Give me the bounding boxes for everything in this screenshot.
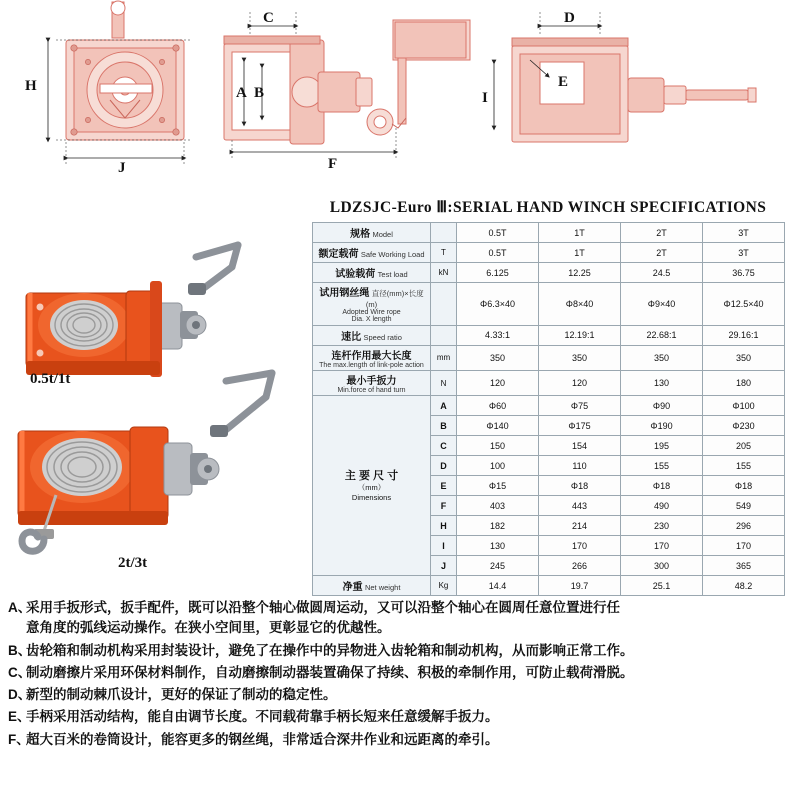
cell: 4.33:1 <box>457 325 539 345</box>
note-text: 制动磨擦片采用环保材料制作，自动磨擦制动器装置确保了持续、积极的牵制作用，可防止载荷滑脱。 <box>26 664 634 680</box>
cell: Φ12.5×40 <box>703 283 785 326</box>
spec-title: LDZSJC-Euro Ⅲ:SERIAL HAND WINCH SPECIFICATIONS <box>329 199 767 216</box>
note-text: 齿轮箱和制动机构采用封装设计，避免了在操作中的异物进入齿轮箱和制动机构，从而影响正常工作。 <box>26 642 634 658</box>
row-unit: mm <box>431 345 457 370</box>
cell: Φ100 <box>703 396 785 416</box>
cell: 182 <box>457 516 539 536</box>
note-text: 手柄采用活动结构，能自由调节长度。不同载荷靠手柄长短来任意缓解手扳力。 <box>26 709 499 725</box>
cell: 110 <box>539 456 621 476</box>
cell: 3T <box>703 223 785 243</box>
row-unit: N <box>431 371 457 396</box>
cell: 170 <box>539 536 621 556</box>
dim-key: A <box>431 396 457 416</box>
table-row <box>313 243 785 263</box>
cell: 350 <box>539 345 621 370</box>
photos-svg <box>0 195 310 590</box>
row-label-swl: 额定载荷 Safe Working Load <box>313 243 431 263</box>
note-marker: D、 <box>8 687 32 702</box>
cell: 0.5T <box>457 223 539 243</box>
technical-drawings <box>0 0 790 190</box>
cell: Φ175 <box>539 416 621 436</box>
cell: 170 <box>621 536 703 556</box>
note-marker: A、 <box>8 600 32 615</box>
photo-label-small: 0.5t/1t <box>30 371 71 387</box>
note-text-line2: 意角度的弧线运动操作。在狭小空间里，更彰显它的优越性。 <box>26 620 391 636</box>
cell: 2T <box>621 243 703 263</box>
dim-key: C <box>431 436 457 456</box>
dim-label-A: A <box>236 85 247 101</box>
dim-label-H: H <box>25 78 37 94</box>
cell: 443 <box>539 496 621 516</box>
cell: Φ15 <box>457 476 539 496</box>
cell: 350 <box>621 345 703 370</box>
table-row <box>313 283 785 326</box>
dim-label-D: D <box>564 10 575 26</box>
cell: Φ190 <box>621 416 703 436</box>
cell: 14.4 <box>457 576 539 596</box>
dim-key: F <box>431 496 457 516</box>
row-unit: T <box>431 243 457 263</box>
dim-key: J <box>431 556 457 576</box>
row-unit <box>431 325 457 345</box>
cell: 1T <box>539 223 621 243</box>
dim-label-I: I <box>482 90 488 106</box>
cell: 130 <box>457 536 539 556</box>
note-item <box>8 663 783 683</box>
cell: 12.25 <box>539 263 621 283</box>
row-unit <box>431 283 457 326</box>
cell: 154 <box>539 436 621 456</box>
note-marker: B、 <box>8 642 32 658</box>
cell: Φ140 <box>457 416 539 436</box>
note-item <box>8 685 783 705</box>
cell: Φ9×40 <box>621 283 703 326</box>
row-unit: kN <box>431 263 457 283</box>
cell: 0.5T <box>457 243 539 263</box>
cell: Φ8×40 <box>539 283 621 326</box>
cell: Φ18 <box>621 476 703 496</box>
cell: 120 <box>457 371 539 396</box>
note-item <box>8 598 783 639</box>
photo-label-large: 2t/3t <box>118 555 148 571</box>
cell: Φ75 <box>539 396 621 416</box>
row-unit <box>431 223 457 243</box>
winch-photo-small <box>26 245 238 377</box>
cell: Φ230 <box>703 416 785 436</box>
cell: 100 <box>457 456 539 476</box>
note-text: 超大百米的卷筒设计，能容更多的钢丝绳，非常适合深井作业和远距离的牵引。 <box>26 731 499 747</box>
dim-key: I <box>431 536 457 556</box>
cell: 195 <box>621 436 703 456</box>
cell: 350 <box>703 345 785 370</box>
table-row <box>313 345 785 370</box>
cell: 230 <box>621 516 703 536</box>
cell: 36.75 <box>703 263 785 283</box>
cell: 266 <box>539 556 621 576</box>
dim-key: D <box>431 456 457 476</box>
cell: 19.7 <box>539 576 621 596</box>
cell: 29.16:1 <box>703 325 785 345</box>
row-label-testload: 试验载荷 Test load <box>313 263 431 283</box>
row-unit: Kg <box>431 576 457 596</box>
note-item <box>8 641 783 661</box>
table-row <box>313 396 785 416</box>
cell: 24.5 <box>621 263 703 283</box>
cell: 155 <box>621 456 703 476</box>
cell: 365 <box>703 556 785 576</box>
product-photos <box>0 195 310 585</box>
note-marker: C、 <box>8 664 32 680</box>
cell: 180 <box>703 371 785 396</box>
note-text: 新型的制动棘爪设计，更好的保证了制动的稳定性。 <box>26 687 337 702</box>
cell: 490 <box>621 496 703 516</box>
cell: Φ6.3×40 <box>457 283 539 326</box>
spec-table <box>312 222 785 596</box>
cell: 3T <box>703 243 785 263</box>
cell: 205 <box>703 436 785 456</box>
dim-key: B <box>431 416 457 436</box>
row-label-wirerope: 试用钢丝绳 直径(mm)×长度(m) Adopted Wire rope Dia. X length <box>313 283 431 326</box>
cell: Φ18 <box>539 476 621 496</box>
winch-photo-large <box>18 373 272 551</box>
cell: 245 <box>457 556 539 576</box>
cell: 25.1 <box>621 576 703 596</box>
table-row <box>313 223 785 243</box>
table-row <box>313 576 785 596</box>
cell: 22.68:1 <box>621 325 703 345</box>
cell: Φ60 <box>457 396 539 416</box>
row-label-linkpole: 连杆作用最大长度 The max.length of link-pole action <box>313 345 431 370</box>
dim-key: E <box>431 476 457 496</box>
specifications-section <box>312 198 784 596</box>
cell: 300 <box>621 556 703 576</box>
cell: 2T <box>621 223 703 243</box>
cell: 155 <box>703 456 785 476</box>
cell: Φ18 <box>703 476 785 496</box>
cell: 130 <box>621 371 703 396</box>
row-label-minforce: 最小手扳力 Min.force of hand turn <box>313 371 431 396</box>
cell: 120 <box>539 371 621 396</box>
dim-key: H <box>431 516 457 536</box>
table-row <box>313 371 785 396</box>
row-label-speedratio: 速比 Speed ratio <box>313 325 431 345</box>
note-text: 采用手扳形式，扳手配件，既可以沿整个轴心做圆周运动，又可以沿整个轴心在圆周任意位置进行任 <box>26 600 620 615</box>
row-label-model: 规格 Model <box>313 223 431 243</box>
table-row <box>313 325 785 345</box>
cell: Φ90 <box>621 396 703 416</box>
cell: 170 <box>703 536 785 556</box>
cell: 1T <box>539 243 621 263</box>
dim-label-F: F <box>328 156 338 172</box>
dimensions-label: 主 要 尺 寸 （mm） Dimensions <box>313 396 431 576</box>
cell: 403 <box>457 496 539 516</box>
note-marker: F、 <box>8 731 30 747</box>
cell: 549 <box>703 496 785 516</box>
table-row <box>313 263 785 283</box>
cell: 296 <box>703 516 785 536</box>
note-item <box>8 730 783 750</box>
note-marker: E、 <box>8 709 31 725</box>
cell: 214 <box>539 516 621 536</box>
cell: 150 <box>457 436 539 456</box>
dim-label-E: E <box>558 74 569 90</box>
feature-notes <box>8 598 783 752</box>
dim-label-C: C <box>263 10 274 26</box>
dim-label-B: B <box>254 85 265 101</box>
dim-label-J: J <box>118 160 126 176</box>
drawings-svg <box>0 0 790 190</box>
cell: 48.2 <box>703 576 785 596</box>
cell: 350 <box>457 345 539 370</box>
cell: 6.125 <box>457 263 539 283</box>
row-label-netweight: 净重 Net weight <box>313 576 431 596</box>
cell: 12.19:1 <box>539 325 621 345</box>
note-item <box>8 707 783 727</box>
